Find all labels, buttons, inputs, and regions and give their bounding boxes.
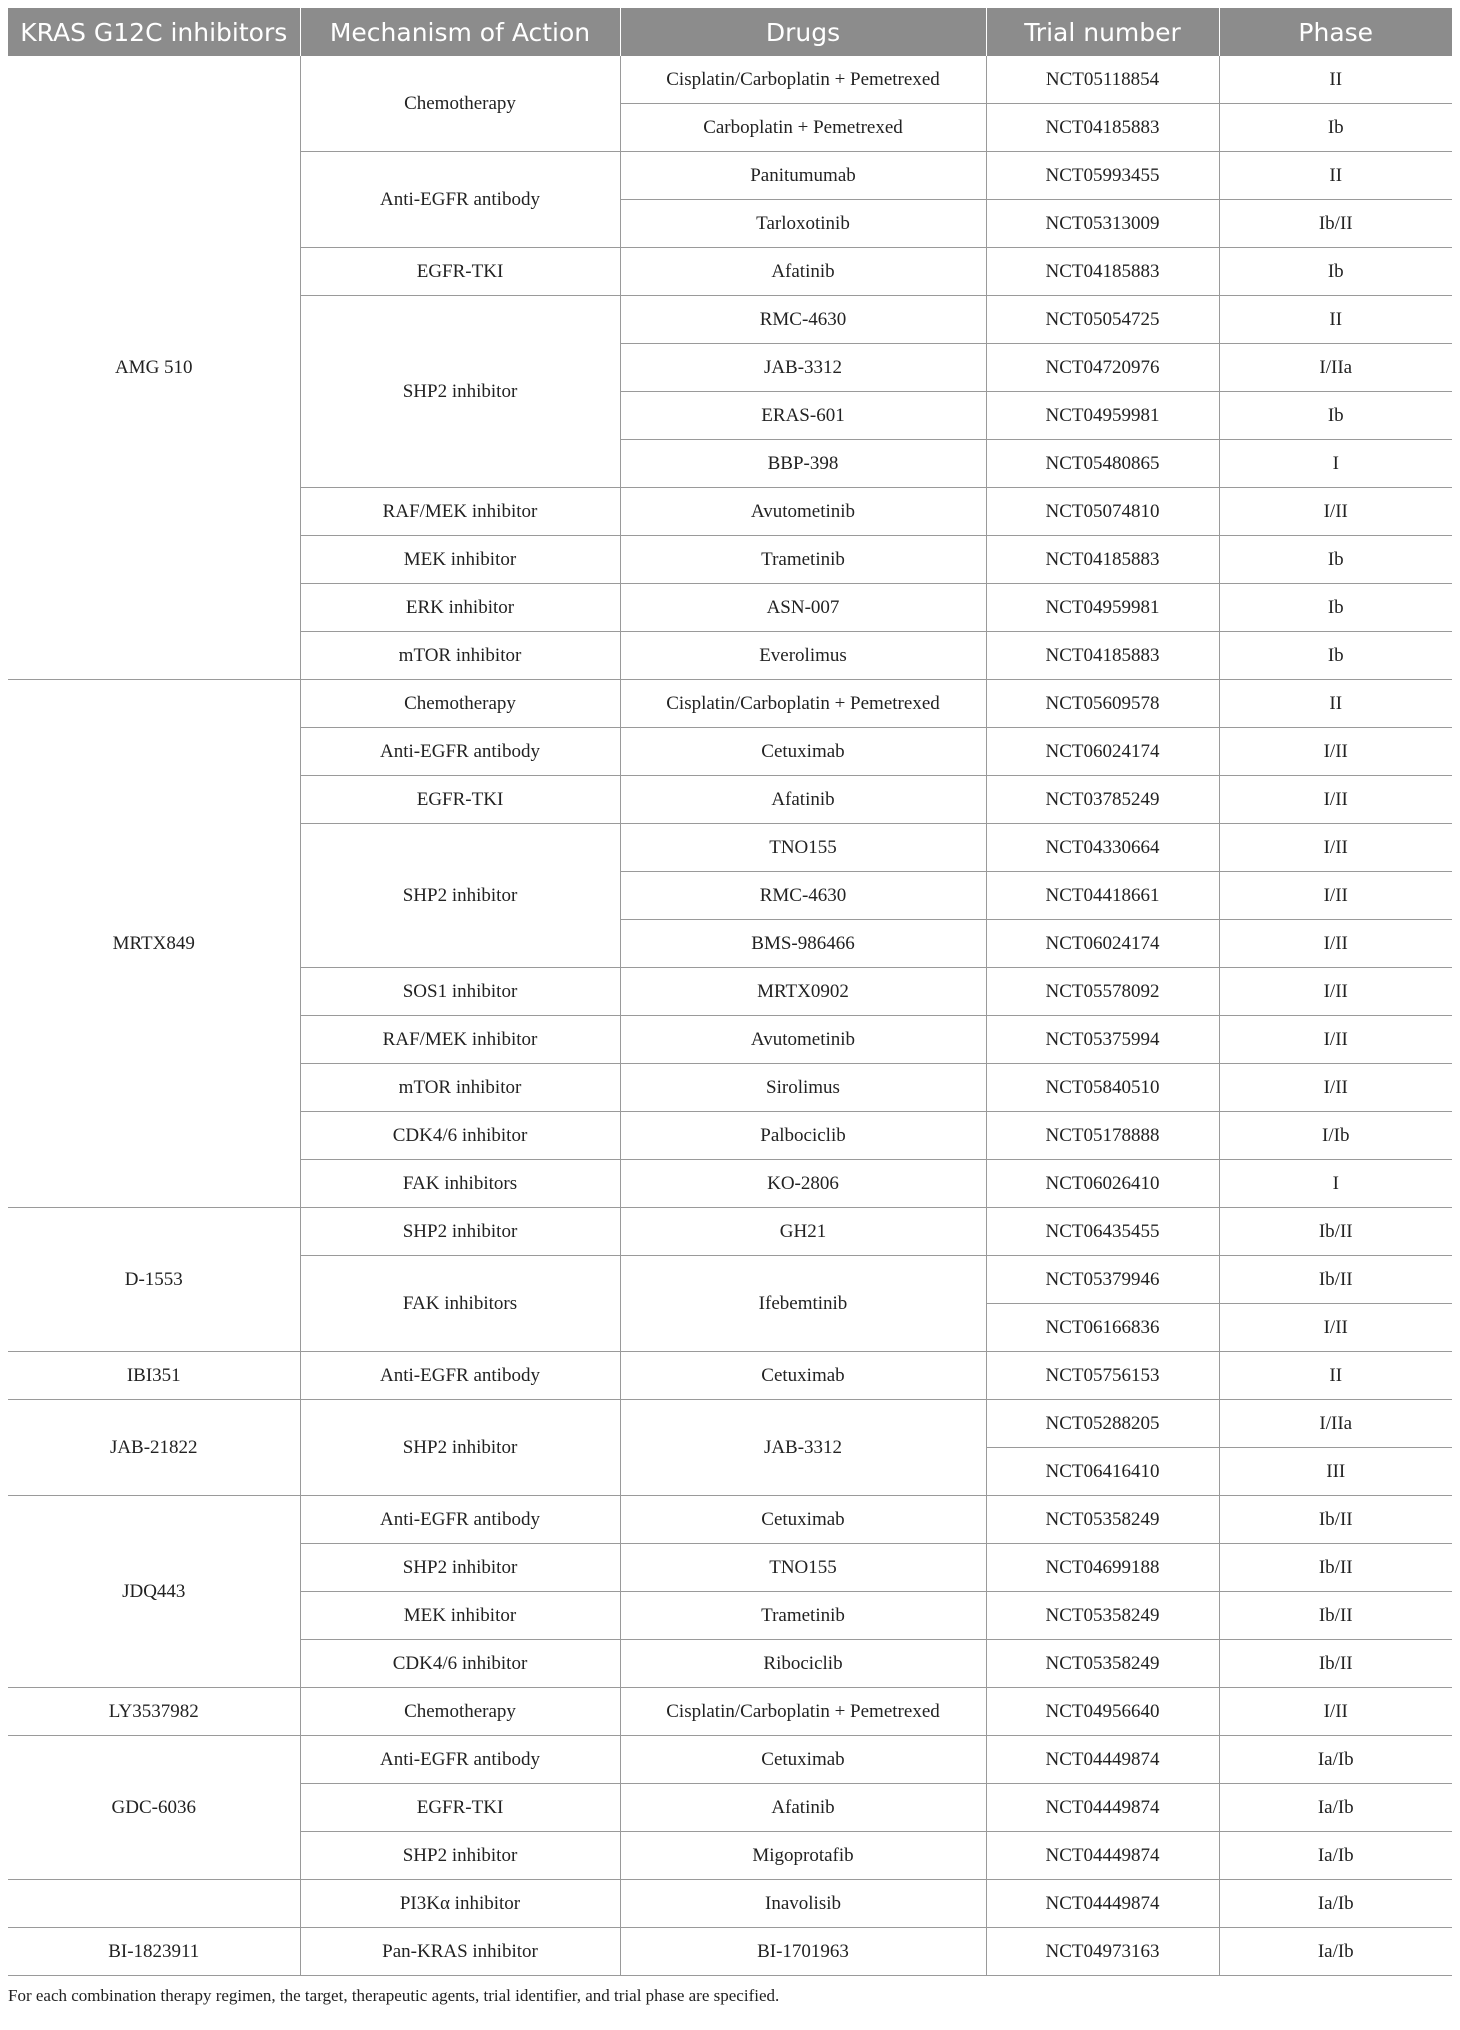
table-cell: LY3537982 bbox=[8, 1688, 300, 1736]
table-footnote: For each combination therapy regimen, the target, therapeutic agents, trial identifier, and trial phase are specified. bbox=[8, 1986, 780, 2005]
table-cell: MRTX0902 bbox=[620, 968, 986, 1016]
table-cell: Avutometinib bbox=[620, 488, 986, 536]
table-cell: MEK inhibitor bbox=[300, 536, 620, 584]
table-cell: Anti-EGFR antibody bbox=[300, 1736, 620, 1784]
table-cell: II bbox=[1219, 152, 1452, 200]
table-cell: Ib/II bbox=[1219, 1640, 1452, 1688]
table-cell: I/II bbox=[1219, 920, 1452, 968]
table-cell: NCT05074810 bbox=[986, 488, 1219, 536]
table-cell: Sirolimus bbox=[620, 1064, 986, 1112]
table-cell: Cisplatin/Carboplatin + Pemetrexed bbox=[620, 1688, 986, 1736]
table-cell: Ia/Ib bbox=[1219, 1736, 1452, 1784]
table-cell: KO-2806 bbox=[620, 1160, 986, 1208]
table-cell: NCT06024174 bbox=[986, 728, 1219, 776]
header-kras-inhibitors: KRAS G12C inhibitors bbox=[8, 8, 300, 56]
table-cell: JAB-21822 bbox=[8, 1400, 300, 1496]
table-cell: TNO155 bbox=[620, 824, 986, 872]
table-cell: Cisplatin/Carboplatin + Pemetrexed bbox=[620, 56, 986, 104]
table-cell: BBP-398 bbox=[620, 440, 986, 488]
table-cell: I/Ib bbox=[1219, 1112, 1452, 1160]
table-cell: RMC-4630 bbox=[620, 296, 986, 344]
table-cell: I/II bbox=[1219, 1688, 1452, 1736]
table-cell: II bbox=[1219, 296, 1452, 344]
table-row bbox=[8, 1880, 1452, 1928]
table-cell: Avutometinib bbox=[620, 1016, 986, 1064]
table-cell: II bbox=[1219, 1352, 1452, 1400]
table-cell: I/II bbox=[1219, 1064, 1452, 1112]
table-row bbox=[8, 1928, 1452, 1976]
table-cell: NCT04418661 bbox=[986, 872, 1219, 920]
table-cell: IBI351 bbox=[8, 1352, 300, 1400]
table-cell: Inavolisib bbox=[620, 1880, 986, 1928]
table-cell: FAK inhibitors bbox=[300, 1160, 620, 1208]
table-cell: EGFR-TKI bbox=[300, 248, 620, 296]
table-cell: NCT04973163 bbox=[986, 1928, 1219, 1976]
table-cell: EGFR-TKI bbox=[300, 776, 620, 824]
table-cell: NCT05288205 bbox=[986, 1400, 1219, 1448]
table-cell: NCT04185883 bbox=[986, 104, 1219, 152]
table-cell: NCT05578092 bbox=[986, 968, 1219, 1016]
table-cell: Ib/II bbox=[1219, 1592, 1452, 1640]
table-row bbox=[8, 680, 1452, 728]
table-cell: NCT04185883 bbox=[986, 536, 1219, 584]
table-cell: I/IIa bbox=[1219, 1400, 1452, 1448]
table-row bbox=[8, 1688, 1452, 1736]
table-cell: NCT05358249 bbox=[986, 1640, 1219, 1688]
table-cell: NCT05609578 bbox=[986, 680, 1219, 728]
table-cell: D-1553 bbox=[8, 1208, 300, 1352]
table-cell: NCT04959981 bbox=[986, 584, 1219, 632]
table-cell: BMS-986466 bbox=[620, 920, 986, 968]
table-cell: Anti-EGFR antibody bbox=[300, 728, 620, 776]
table-cell: NCT04720976 bbox=[986, 344, 1219, 392]
table-cell: SHP2 inhibitor bbox=[300, 1208, 620, 1256]
table-cell: SHP2 inhibitor bbox=[300, 1832, 620, 1880]
table-cell: SHP2 inhibitor bbox=[300, 1400, 620, 1496]
table-cell: Ia/Ib bbox=[1219, 1832, 1452, 1880]
table-cell: RAF/MEK inhibitor bbox=[300, 488, 620, 536]
table-cell: Ib bbox=[1219, 392, 1452, 440]
table-row bbox=[8, 56, 1452, 104]
table-cell: Everolimus bbox=[620, 632, 986, 680]
table-cell: NCT06166836 bbox=[986, 1304, 1219, 1352]
table-cell: NCT05313009 bbox=[986, 200, 1219, 248]
table-cell: Chemotherapy bbox=[300, 56, 620, 152]
table-cell: Trametinib bbox=[620, 536, 986, 584]
table-body bbox=[8, 56, 1452, 1976]
table-cell: NCT04449874 bbox=[986, 1736, 1219, 1784]
table-cell: ERAS-601 bbox=[620, 392, 986, 440]
table-cell: Anti-EGFR antibody bbox=[300, 1496, 620, 1544]
table-cell: Pan-KRAS inhibitor bbox=[300, 1928, 620, 1976]
table-cell: JDQ443 bbox=[8, 1496, 300, 1688]
table-cell: NCT04185883 bbox=[986, 632, 1219, 680]
table-cell: Afatinib bbox=[620, 248, 986, 296]
table-cell: Ib/II bbox=[1219, 1208, 1452, 1256]
header-trial-number: Trial number bbox=[986, 8, 1219, 56]
table-cell: NCT05840510 bbox=[986, 1064, 1219, 1112]
table-cell: NCT06435455 bbox=[986, 1208, 1219, 1256]
table-cell: Palbociclib bbox=[620, 1112, 986, 1160]
table-header bbox=[8, 8, 1452, 56]
table-cell: I/II bbox=[1219, 824, 1452, 872]
table-cell: CDK4/6 inhibitor bbox=[300, 1112, 620, 1160]
table-cell: II bbox=[1219, 680, 1452, 728]
table-row bbox=[8, 1400, 1452, 1448]
table-cell: MRTX849 bbox=[8, 680, 300, 1208]
table-cell: Panitumumab bbox=[620, 152, 986, 200]
table-cell: NCT04956640 bbox=[986, 1688, 1219, 1736]
table-cell: MEK inhibitor bbox=[300, 1592, 620, 1640]
table-cell: NCT04449874 bbox=[986, 1832, 1219, 1880]
table-cell: NCT06416410 bbox=[986, 1448, 1219, 1496]
table-cell: NCT06026410 bbox=[986, 1160, 1219, 1208]
table-cell: JAB-3312 bbox=[620, 344, 986, 392]
table-cell: I/IIa bbox=[1219, 344, 1452, 392]
table-cell: Ib/II bbox=[1219, 200, 1452, 248]
table-cell: mTOR inhibitor bbox=[300, 1064, 620, 1112]
table-cell: GH21 bbox=[620, 1208, 986, 1256]
header-phase: Phase bbox=[1219, 8, 1452, 56]
table-cell: NCT05756153 bbox=[986, 1352, 1219, 1400]
table-cell: NCT05118854 bbox=[986, 56, 1219, 104]
table-cell: II bbox=[1219, 56, 1452, 104]
table-container bbox=[8, 8, 1452, 2006]
table-cell: I bbox=[1219, 1160, 1452, 1208]
table-cell: PI3Kα inhibitor bbox=[300, 1880, 620, 1928]
table-cell: RAF/MEK inhibitor bbox=[300, 1016, 620, 1064]
table-cell: Ib bbox=[1219, 248, 1452, 296]
table-cell: Anti-EGFR antibody bbox=[300, 1352, 620, 1400]
table-cell: NCT04449874 bbox=[986, 1880, 1219, 1928]
table-cell: ERK inhibitor bbox=[300, 584, 620, 632]
header-mechanism: Mechanism of Action bbox=[300, 8, 620, 56]
table-row bbox=[8, 1496, 1452, 1544]
table-cell: Anti-EGFR antibody bbox=[300, 152, 620, 248]
table-row bbox=[8, 1352, 1452, 1400]
table-cell: Carboplatin + Pemetrexed bbox=[620, 104, 986, 152]
table-cell: Trametinib bbox=[620, 1592, 986, 1640]
table-cell: Cisplatin/Carboplatin + Pemetrexed bbox=[620, 680, 986, 728]
table-cell: Ib bbox=[1219, 536, 1452, 584]
table-cell: Ib bbox=[1219, 632, 1452, 680]
table-cell: I/II bbox=[1219, 872, 1452, 920]
table-cell: NCT04449874 bbox=[986, 1784, 1219, 1832]
table-cell: Cetuximab bbox=[620, 1496, 986, 1544]
table-cell: ASN-007 bbox=[620, 584, 986, 632]
table-cell: NCT04959981 bbox=[986, 392, 1219, 440]
table-cell: NCT04185883 bbox=[986, 248, 1219, 296]
table-cell: I/II bbox=[1219, 1016, 1452, 1064]
table-cell: AMG 510 bbox=[8, 56, 300, 680]
table-cell: NCT05993455 bbox=[986, 152, 1219, 200]
table-cell: NCT05358249 bbox=[986, 1592, 1219, 1640]
table-cell: Cetuximab bbox=[620, 728, 986, 776]
table-cell: SHP2 inhibitor bbox=[300, 1544, 620, 1592]
table-cell: FAK inhibitors bbox=[300, 1256, 620, 1352]
table-cell: SOS1 inhibitor bbox=[300, 968, 620, 1016]
table-cell: Chemotherapy bbox=[300, 680, 620, 728]
table-cell: SHP2 inhibitor bbox=[300, 296, 620, 488]
table-cell: Cetuximab bbox=[620, 1736, 986, 1784]
table-cell: EGFR-TKI bbox=[300, 1784, 620, 1832]
table-cell: BI-1823911 bbox=[8, 1928, 300, 1976]
table-cell: NCT05178888 bbox=[986, 1112, 1219, 1160]
table-cell: III bbox=[1219, 1448, 1452, 1496]
table-cell: Migoprotafib bbox=[620, 1832, 986, 1880]
table-cell: Ib/II bbox=[1219, 1544, 1452, 1592]
table-cell: TNO155 bbox=[620, 1544, 986, 1592]
table-cell: BI-1701963 bbox=[620, 1928, 986, 1976]
table-cell: CDK4/6 inhibitor bbox=[300, 1640, 620, 1688]
table-row bbox=[8, 1736, 1452, 1784]
table-cell: I/II bbox=[1219, 728, 1452, 776]
table-cell: Ribociclib bbox=[620, 1640, 986, 1688]
table-cell: Ib/II bbox=[1219, 1496, 1452, 1544]
table-cell: I bbox=[1219, 440, 1452, 488]
kras-inhibitor-trials-table bbox=[8, 8, 1452, 1976]
table-cell: Ia/Ib bbox=[1219, 1784, 1452, 1832]
table-cell: Ib/II bbox=[1219, 1256, 1452, 1304]
table-cell: I/II bbox=[1219, 968, 1452, 1016]
table-cell: NCT05358249 bbox=[986, 1496, 1219, 1544]
table-cell: Ib bbox=[1219, 104, 1452, 152]
table-cell: NCT05054725 bbox=[986, 296, 1219, 344]
table-cell: Ifebemtinib bbox=[620, 1256, 986, 1352]
table-cell: NCT04330664 bbox=[986, 824, 1219, 872]
table-cell: mTOR inhibitor bbox=[300, 632, 620, 680]
table-cell: Chemotherapy bbox=[300, 1688, 620, 1736]
table-cell: Cetuximab bbox=[620, 1352, 986, 1400]
table-cell: Ia/Ib bbox=[1219, 1880, 1452, 1928]
table-cell: NCT05480865 bbox=[986, 440, 1219, 488]
table-cell: NCT04699188 bbox=[986, 1544, 1219, 1592]
header-drugs: Drugs bbox=[620, 8, 986, 56]
table-cell: RMC-4630 bbox=[620, 872, 986, 920]
table-cell: SHP2 inhibitor bbox=[300, 824, 620, 968]
table-row bbox=[8, 1208, 1452, 1256]
table-cell: Ia/Ib bbox=[1219, 1928, 1452, 1976]
table-cell: NCT06024174 bbox=[986, 920, 1219, 968]
table-cell bbox=[8, 1880, 300, 1928]
table-cell: NCT05375994 bbox=[986, 1016, 1219, 1064]
header-row bbox=[8, 8, 1452, 56]
table-cell: JAB-3312 bbox=[620, 1400, 986, 1496]
table-cell: I/II bbox=[1219, 776, 1452, 824]
table-cell: Afatinib bbox=[620, 1784, 986, 1832]
table-cell: GDC-6036 bbox=[8, 1736, 300, 1880]
table-cell: I/II bbox=[1219, 488, 1452, 536]
table-cell: Tarloxotinib bbox=[620, 200, 986, 248]
table-cell: I/II bbox=[1219, 1304, 1452, 1352]
table-cell: Afatinib bbox=[620, 776, 986, 824]
table-cell: NCT03785249 bbox=[986, 776, 1219, 824]
table-cell: NCT05379946 bbox=[986, 1256, 1219, 1304]
table-cell: Ib bbox=[1219, 584, 1452, 632]
